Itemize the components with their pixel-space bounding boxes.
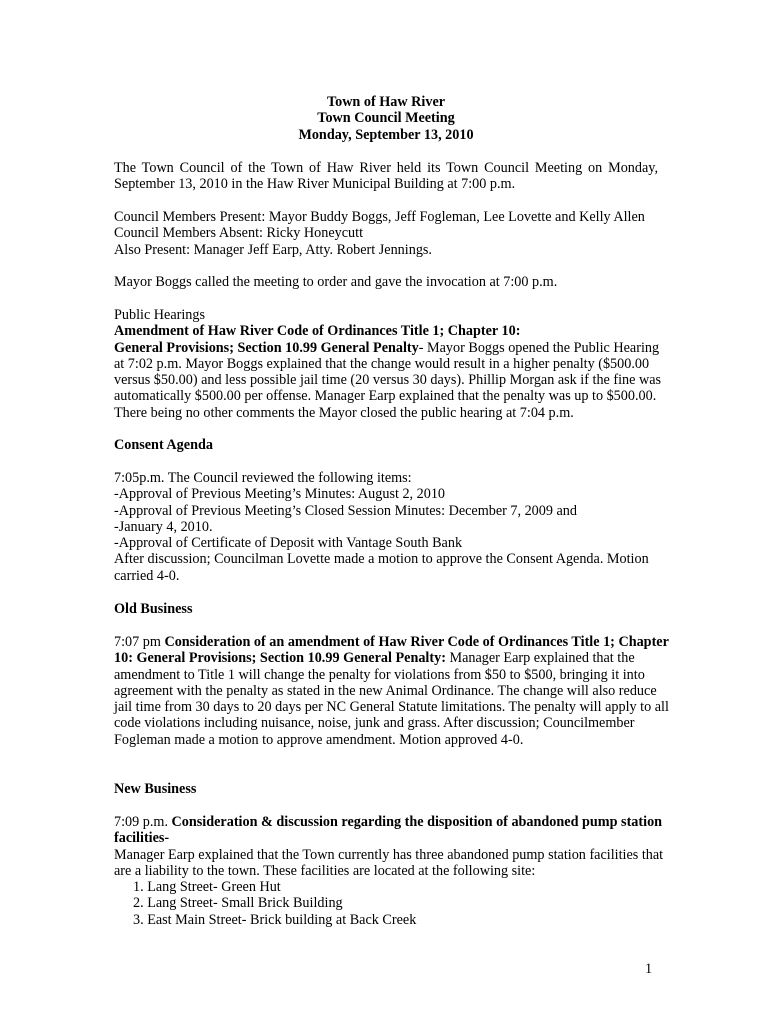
public-hearings-label: Public Hearings: [114, 307, 206, 323]
old-business-heading: Old Business: [114, 601, 193, 617]
old-business-line-2: [114, 650, 658, 666]
document-header: [114, 94, 658, 143]
new-business-title-1: Consideration & discussion regarding the disposition of abandoned pump station: [171, 814, 663, 830]
header-date: Monday, September 13, 2010: [298, 126, 474, 143]
public-hearings-text-1: - Mayor Boggs opened the Public Hearing: [418, 339, 660, 356]
new-business-line-1: [114, 814, 663, 830]
intro-paragraph: The Town Council of the Town of Haw River held its Town Council Meeting on Monday, September 13, 2010 in the Haw River Municipal Building at 7:00 p.m.: [114, 160, 658, 193]
public-hearings-title-1: Amendment of Haw River Code of Ordinances Title 1; Chapter 10:: [114, 323, 521, 340]
consent-line: -Approval of Certificate of Deposit with Vantage South Bank: [114, 535, 463, 552]
public-hearings-line-4: automatically $500.00 per offense. Manager Earp explained that the penalty was up to $500.00.: [114, 388, 657, 405]
new-business-heading: New Business: [114, 781, 197, 797]
members-present: Council Members Present: Mayor Buddy Boggs, Jeff Fogleman, Lee Lovette and Kelly Allen: [114, 209, 645, 225]
old-business-line: amendment to Title 1 will change the penalty for violations from $50 to $500, bringing it into: [114, 666, 645, 683]
header-town: Town of Haw River: [326, 94, 446, 110]
members-absent: Council Members Absent: Ricky Honeycutt: [114, 225, 364, 242]
pump-station-list: [133, 879, 416, 928]
consent-line: -January 4, 2010.: [114, 518, 213, 535]
public-hearings-line-1: [114, 340, 658, 356]
old-business-line-1: [114, 634, 669, 650]
header-meeting: Town Council Meeting: [317, 110, 455, 127]
old-business-title-1: Consideration of an amendment of Haw River Code of Ordinances Title 1; Chapter: [164, 634, 669, 650]
public-hearings-line-2: at 7:02 p.m. Mayor Boggs explained that the change would result in a higher penalty ($500.00: [114, 355, 650, 372]
attendance-block: [114, 209, 658, 258]
consent-agenda-body: [114, 470, 658, 584]
consent-line: After discussion; Councilman Lovette made a motion to approve the Consent Agenda. Motion: [114, 551, 649, 568]
list-item: 1. Lang Street- Green Hut: [133, 879, 281, 895]
public-hearings-title-2: General Provisions; Section 10.99 General Penalty: [114, 339, 419, 356]
list-item: 3. East Main Street- Brick building at Back Creek: [133, 911, 417, 928]
public-hearings-line-5: There being no other comments the Mayor closed the public hearing at 7:04 p.m.: [114, 404, 574, 421]
old-business-line: agreement with the penalty as stated in the new Animal Ordinance. The change will also reduce: [114, 682, 657, 699]
old-business-text: Manager Earp explained that the: [445, 650, 635, 667]
old-business-line: jail time from 30 days to 20 days per NC General Statute limitations. The penalty will apply to all: [114, 699, 669, 716]
new-business-line: are a liability to the town. These facilities are located at the following site:: [114, 862, 536, 879]
consent-line: 7:05p.m. The Council reviewed the following items:: [114, 470, 412, 486]
public-hearings-section: [114, 307, 662, 421]
also-present: Also Present: Manager Jeff Earp, Atty. Robert Jennings.: [114, 241, 432, 258]
old-business-title-2: 10: General Provisions; Section 10.99 General Penalty:: [114, 650, 446, 667]
list-item: 2. Lang Street- Small Brick Building: [133, 895, 343, 912]
public-hearings-line-3: versus $50.00) and less possible jail time (20 versus 30 days). Phillip Morgan ask if the fine was: [114, 372, 662, 389]
consent-agenda-heading: Consent Agenda: [114, 437, 213, 453]
consent-line: -Approval of Previous Meeting’s Minutes: August 2, 2010: [114, 486, 446, 503]
old-business-body: [114, 634, 669, 748]
consent-line: -Approval of Previous Meeting’s Closed Session Minutes: December 7, 2009 and: [114, 502, 577, 519]
new-business-title-2: facilities-: [114, 830, 170, 847]
old-business-line: Fogleman made a motion to approve amendment. Motion approved 4-0.: [114, 731, 524, 748]
new-business-time: 7:09 p.m.: [114, 814, 172, 830]
old-business-line: code violations including nuisance, noise, junk and grass. After discussion; Councilmember: [114, 715, 635, 732]
new-business-body: [114, 814, 664, 879]
new-business-line: Manager Earp explained that the Town currently has three abandoned pump station facilities that: [114, 846, 664, 863]
old-business-time: 7:07 pm: [114, 634, 165, 650]
call-to-order: Mayor Boggs called the meeting to order and gave the invocation at 7:00 p.m.: [114, 274, 558, 290]
consent-line: carried 4-0.: [114, 567, 180, 584]
page-number: 1: [645, 961, 653, 977]
